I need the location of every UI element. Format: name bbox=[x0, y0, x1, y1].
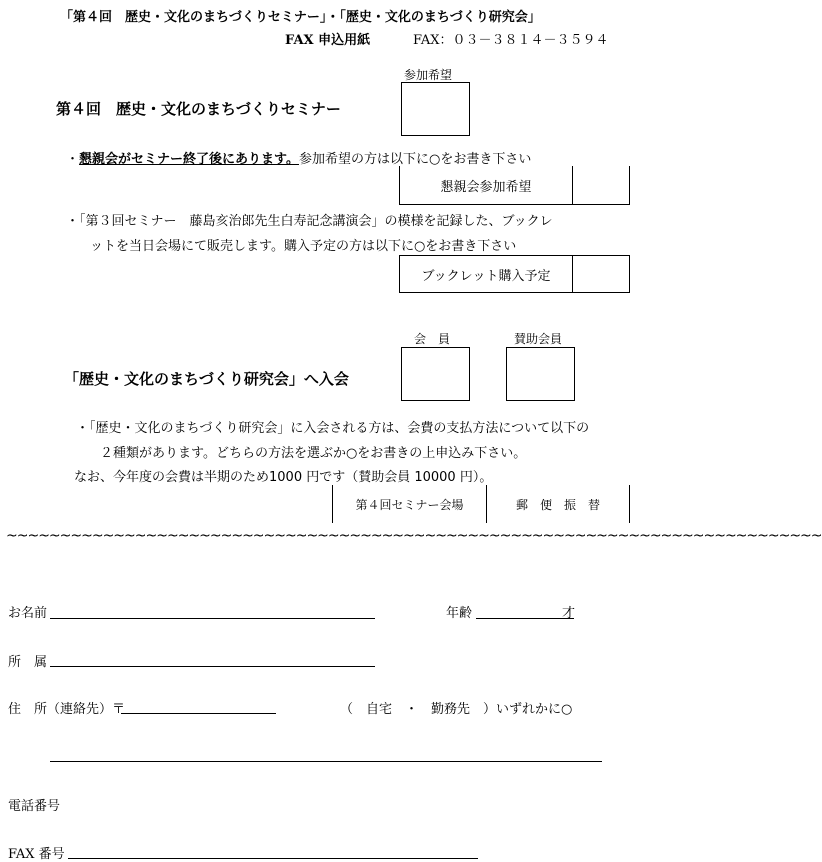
affiliation-label: 所 属 bbox=[8, 655, 48, 670]
booklet-box-label: ブックレット購入予定 bbox=[421, 268, 551, 284]
address-line-field[interactable] bbox=[50, 761, 602, 762]
party-attend-box bbox=[399, 166, 573, 205]
association-note-line3: なお、今年度の会費は半期のため1000 円です（賛助会員 10000 円）。 bbox=[74, 470, 493, 485]
name-label: お名前 bbox=[8, 606, 48, 621]
party-attend-checkbox[interactable] bbox=[572, 166, 630, 205]
party-box-label: 懇親会参加希望 bbox=[440, 179, 532, 195]
association-title: 「歴史・文化のまちづくり研究会」へ入会 bbox=[64, 370, 349, 388]
phone-label: 電話番号 bbox=[8, 799, 61, 814]
fax-form-label: FAX 申込用紙 bbox=[285, 33, 371, 48]
booklet-checkbox[interactable] bbox=[572, 255, 630, 293]
booklet-note-line2: ットを当日会場にて販売します。購入予定の方は以下に○をお書き下さい bbox=[90, 239, 517, 254]
age-unit: 才 bbox=[562, 606, 576, 621]
supporter-label: 賛助会員 bbox=[514, 332, 563, 346]
supporter-checkbox[interactable] bbox=[506, 347, 575, 401]
separator-line: ~~~~~~~~~~~~~~~~~~~~~~~~~~~~~~~~~~~~~~~~~~~~~~~~~~~~~~~~~~~~~~~~~~~~~~~~~~~~ bbox=[6, 528, 822, 544]
age-label: 年齢 bbox=[446, 606, 473, 621]
fax-field[interactable] bbox=[68, 858, 478, 859]
payment-option-2-label: 郵 便 振 替 bbox=[515, 497, 600, 512]
payment-option-postal[interactable] bbox=[486, 485, 630, 523]
age-field[interactable] bbox=[476, 618, 574, 619]
booklet-note-line1: ・「第３回セミナー 藤島亥治郎先生白寿記念講演会」の模様を記録した、ブックレ bbox=[66, 214, 553, 229]
party-note-underlined: 懇親会がセミナー終了後にあります。 bbox=[79, 152, 299, 167]
payment-option-venue[interactable] bbox=[332, 485, 486, 523]
party-note bbox=[66, 148, 531, 167]
member-label: 会 員 bbox=[414, 332, 451, 346]
fax-number: FAX：０３－３８１４－３５９４ bbox=[413, 33, 609, 48]
seminar-title: 第４回 歴史・文化のまちづくりセミナー bbox=[56, 100, 341, 118]
payment-option-1-label: 第４回セミナー会場 bbox=[355, 497, 464, 512]
attend-checkbox[interactable] bbox=[401, 82, 470, 136]
address-postal-field[interactable] bbox=[121, 713, 276, 714]
fax-label: FAX 番号 bbox=[8, 847, 65, 862]
party-note-prefix: ・ bbox=[66, 152, 80, 167]
association-note-line1: ・「歴史・文化のまちづくり研究会」に入会される方は、会費の支払方法について以下の bbox=[76, 421, 590, 436]
member-checkbox[interactable] bbox=[401, 347, 470, 401]
name-field[interactable] bbox=[50, 618, 375, 619]
header-title: 「第４回 歴史・文化のまちづくりセミナー」・「歴史・文化のまちづくり研究会」 bbox=[60, 10, 541, 25]
association-note-line2: ２種類があります。どちらの方法を選ぶか○をお書きの上申込み下さい。 bbox=[100, 446, 527, 461]
attend-label: 参加希望 bbox=[404, 68, 453, 82]
affiliation-field[interactable] bbox=[50, 666, 375, 667]
address-label: 住 所（連絡先）〒 bbox=[8, 702, 126, 717]
party-note-rest: 参加希望の方は以下に○をお書き下さい bbox=[298, 152, 532, 167]
booklet-box bbox=[399, 255, 573, 293]
address-type: （ 自宅 ・ 勤務先 ）いずれかに○ bbox=[340, 702, 573, 717]
